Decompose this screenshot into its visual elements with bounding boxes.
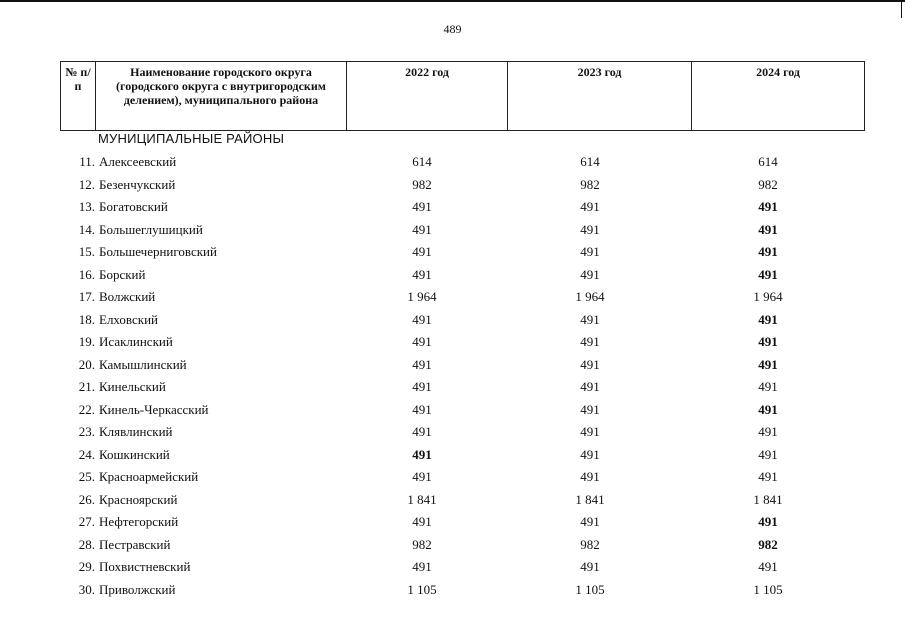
page-number: 489 [443,22,462,36]
row-name: Безенчукский [99,176,176,192]
row-name: Пестравский [99,536,171,552]
table-row [60,241,864,264]
row-number: 22. [78,401,95,417]
row-name: Клявлинский [99,424,173,439]
row-value-2023: 491 [580,514,600,529]
row-value-2022: 1 964 [407,289,437,304]
row-value-2023: 491 [580,199,600,214]
row-value-2023: 1 964 [575,289,605,304]
row-value-2023: 491 [580,266,600,282]
row-name: Большечерниговский [99,244,217,259]
row-number: 28. [78,536,95,552]
row-value-2022: 491 [412,514,432,529]
row-name: Похвистневский [99,559,191,574]
row-value-2024: 1 841 [753,491,783,507]
row-value-2024: 614 [758,154,778,169]
table-row [60,421,864,444]
row-number: 21. [78,379,95,394]
row-value-2024: 1 105 [753,581,783,597]
row-name: Красноярский [99,491,178,507]
row-number: 19. [78,334,95,349]
row-value-2022: 491 [412,221,432,237]
header-row [61,62,865,131]
table-row [60,466,864,489]
row-name: Елховский [99,311,158,327]
row-value-2024: 491 [758,266,778,282]
row-value-2022: 982 [412,176,432,192]
row-value-2023: 1 841 [575,491,605,507]
table-header [60,61,865,131]
table-row [60,286,864,309]
row-number: 24. [78,446,95,462]
table-row [60,219,864,242]
row-number: 18. [78,311,95,327]
top-rule [0,0,905,2]
row-value-2022: 491 [412,199,432,214]
row-number: 11. [79,154,95,169]
section-title: МУНИЦИПАЛЬНЫЕ РАЙОНЫ [98,131,285,146]
row-value-2023: 491 [580,244,600,259]
header-2024: 2024 год [692,62,865,131]
row-value-2023: 491 [580,424,600,439]
row-number: 30. [78,581,95,597]
row-value-2022: 491 [412,266,432,282]
row-value-2023: 1 105 [575,581,605,597]
row-name: Красноармейский [99,469,199,484]
row-name: Нефтегорский [99,514,179,529]
row-number: 25. [78,469,95,484]
row-value-2023: 491 [580,334,600,349]
row-number: 29. [78,559,95,574]
row-value-2024: 491 [758,334,778,349]
row-number: 15. [78,244,95,259]
table-row [60,196,864,219]
table-row [60,399,864,422]
row-value-2024: 982 [758,536,778,552]
row-number: 27. [78,514,95,529]
row-name: Алексеевский [99,154,177,169]
row-value-2023: 491 [580,559,600,574]
row-value-2023: 614 [580,154,600,169]
row-value-2022: 491 [412,379,432,394]
row-value-2024: 982 [758,176,778,192]
row-value-2024: 491 [758,559,778,574]
row-name: Кинель-Черкасский [99,401,209,417]
table-row [60,174,864,197]
row-value-2022: 491 [412,446,432,462]
row-value-2024: 491 [758,401,778,417]
table-row [60,489,864,512]
row-value-2023: 491 [580,401,600,417]
header-2023: 2023 год [508,62,692,131]
row-name: Большеглушицкий [99,221,203,237]
row-value-2023: 491 [580,356,600,372]
row-value-2023: 491 [580,469,600,484]
table-row [60,354,864,377]
row-value-2024: 491 [758,244,778,259]
table-row [60,556,864,579]
row-value-2022: 491 [412,469,432,484]
table-body [60,151,864,601]
row-value-2022: 982 [412,536,432,552]
header-num: № п/п [61,62,96,131]
row-name: Волжский [99,289,156,304]
table-row [60,511,864,534]
row-value-2022: 491 [412,559,432,574]
row-number: 20. [78,356,95,372]
row-name: Богатовский [99,199,168,214]
row-name: Исаклинский [99,334,173,349]
row-value-2023: 982 [580,536,600,552]
row-value-2023: 491 [580,446,600,462]
row-value-2024: 491 [758,379,778,394]
row-value-2024: 491 [758,199,778,214]
row-value-2024: 491 [758,221,778,237]
row-value-2024: 1 964 [753,289,783,304]
row-name: Камышлинский [99,356,187,372]
table-row [60,444,864,467]
row-value-2022: 1 105 [407,581,437,597]
row-value-2022: 491 [412,424,432,439]
row-number: 12. [78,176,95,192]
row-number: 13. [78,199,95,214]
header-name: Наименование городского округа (городского округа с внутригородским делением), муниципального района [96,62,347,131]
table-row [60,309,864,332]
table-row [60,264,864,287]
row-number: 17. [78,289,95,304]
row-name: Борский [99,266,146,282]
row-value-2024: 491 [758,469,778,484]
row-value-2022: 491 [412,356,432,372]
row-value-2022: 1 841 [407,491,437,507]
row-value-2022: 614 [412,154,432,169]
row-number: 26. [78,491,95,507]
row-name: Кошкинский [99,446,170,462]
table-row [60,534,864,557]
row-value-2024: 491 [758,356,778,372]
table-row [60,579,864,602]
row-value-2024: 491 [758,424,778,439]
row-value-2023: 491 [580,311,600,327]
row-value-2023: 982 [580,176,600,192]
row-value-2023: 491 [580,221,600,237]
row-value-2024: 491 [758,446,778,462]
row-value-2022: 491 [412,334,432,349]
row-name: Приволжский [99,581,176,597]
row-value-2024: 491 [758,514,778,529]
row-value-2024: 491 [758,311,778,327]
table-row [60,151,864,174]
right-rule [901,0,902,18]
header-2022: 2022 год [347,62,508,131]
row-number: 16. [78,266,95,282]
row-number: 14. [78,221,95,237]
row-value-2022: 491 [412,244,432,259]
row-name: Кинельский [99,379,166,394]
table-row [60,376,864,399]
row-value-2023: 491 [580,379,600,394]
row-value-2022: 491 [412,311,432,327]
table-row [60,331,864,354]
row-number: 23. [78,424,95,439]
row-value-2022: 491 [412,401,432,417]
